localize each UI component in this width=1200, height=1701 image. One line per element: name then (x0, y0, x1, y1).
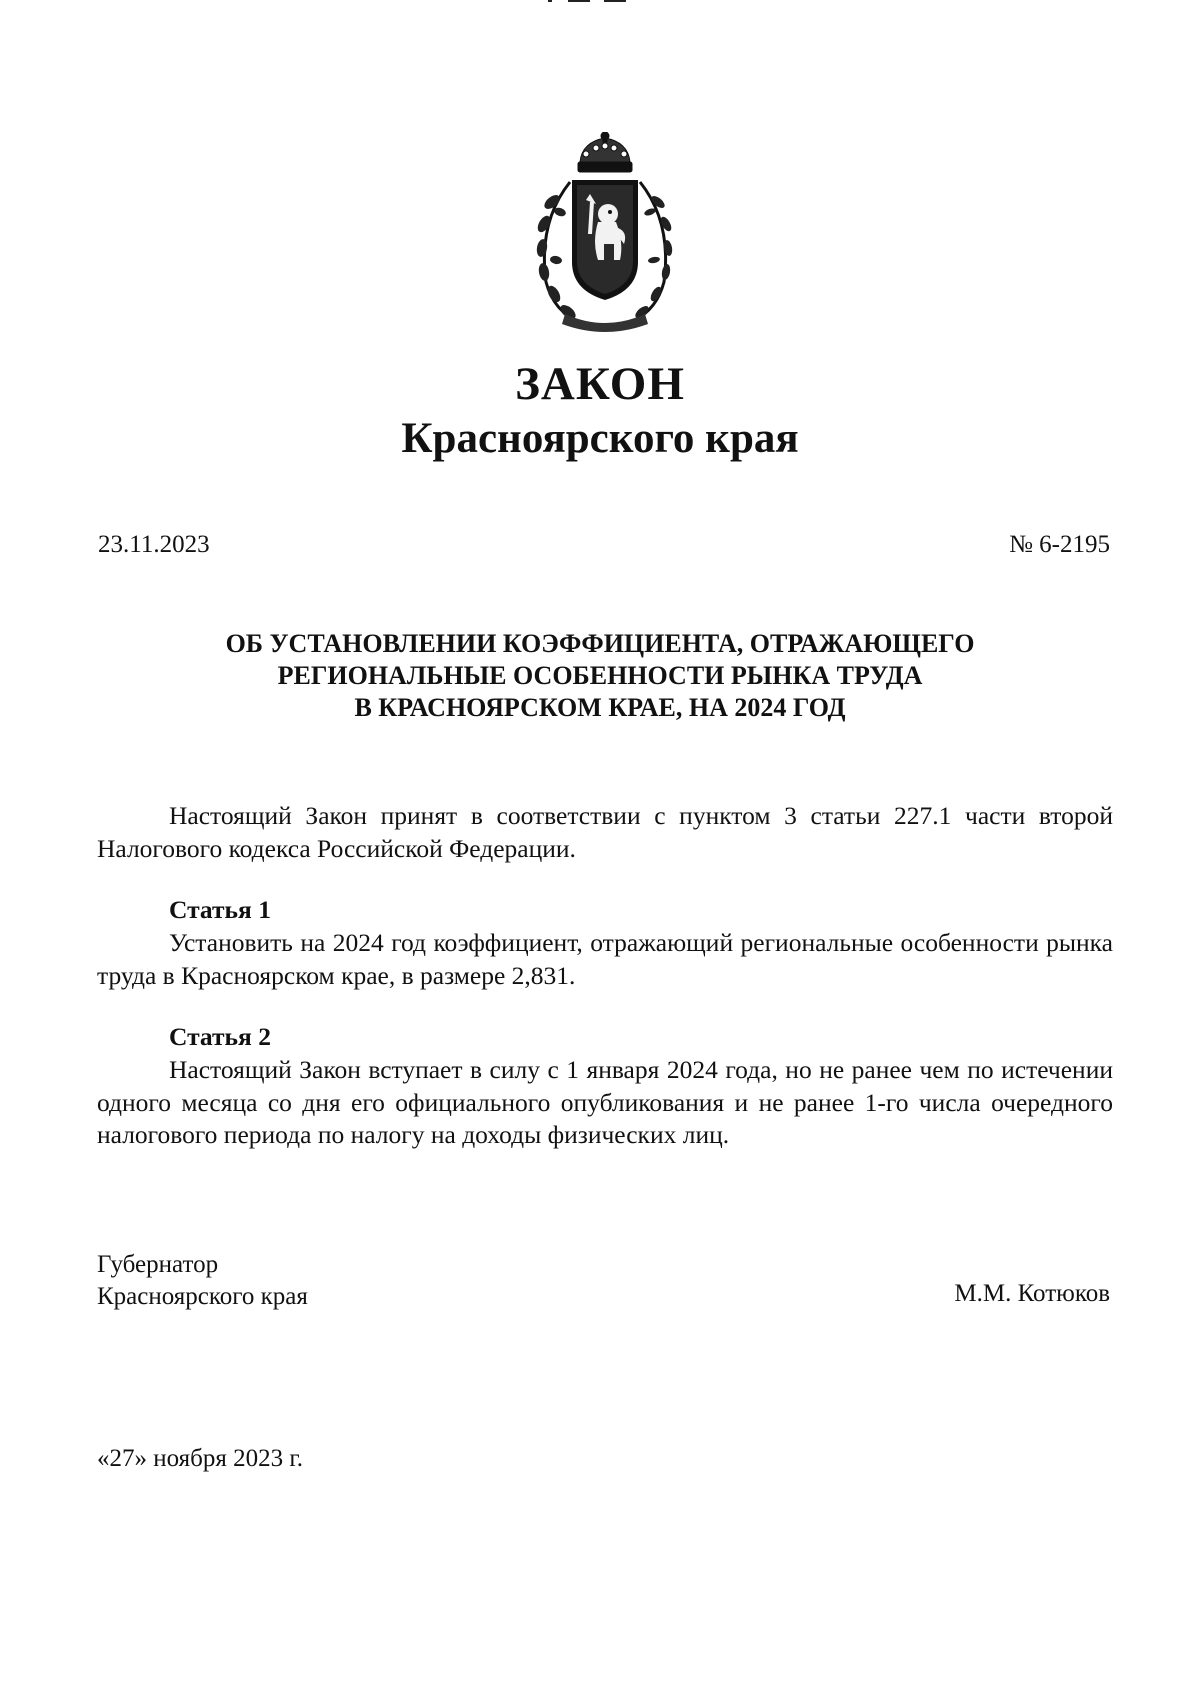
heading-line: РЕГИОНАЛЬНЫЕ ОСОБЕННОСТИ РЫНКА ТРУДА (277, 661, 923, 690)
scan-mark (604, 0, 626, 2)
governor-title: Губернатор (97, 1251, 219, 1278)
law-heading (140, 628, 1060, 724)
preamble-paragraph (97, 800, 1113, 865)
law-date: 23.11.2023 (98, 531, 210, 558)
signer-name: М.М. Котюков (954, 1280, 1110, 1307)
preamble-text: Настоящий Закон принят в соответствии с пунктом 3 статьи 227.1 части второй Налогового кодекса Российской Федерации. (97, 801, 1113, 863)
heading-line: В КРАСНОЯРСКОМ КРАЕ, НА 2024 ГОД (354, 693, 846, 722)
article-2-paragraph (97, 1054, 1113, 1152)
document-subtitle: Красноярского края (401, 415, 799, 462)
article-2-title: Статья 2 (169, 1022, 271, 1051)
heading-line: ОБ УСТАНОВЛЕНИИ КОЭФФИЦИЕНТА, ОТРАЖАЮЩЕГО (225, 629, 975, 658)
article-1-paragraph (97, 927, 1113, 992)
signing-date: «27» ноября 2023 г. (97, 1445, 304, 1472)
scan-mark (568, 0, 590, 2)
governor-region: Красноярского края (97, 1283, 308, 1310)
article-1-text: Установить на 2024 год коэффициент, отражающий региональные особенности рынка труда в Красноярском крае, в размере 2,831. (97, 928, 1113, 990)
scan-mark (548, 0, 552, 2)
article-2-text: Настоящий Закон вступает в силу с 1 января 2024 года, но не ранее чем по истечении одного месяца со дня его официального опубликования и не ранее 1-го числа очередного налогового периода по налогу на доходы физических лиц. (97, 1055, 1113, 1149)
document-title: ЗАКОН (515, 358, 685, 410)
law-number: № 6-2195 (1009, 531, 1110, 558)
article-1-title: Статья 1 (169, 895, 271, 924)
coat-of-arms-emblem (530, 132, 680, 337)
